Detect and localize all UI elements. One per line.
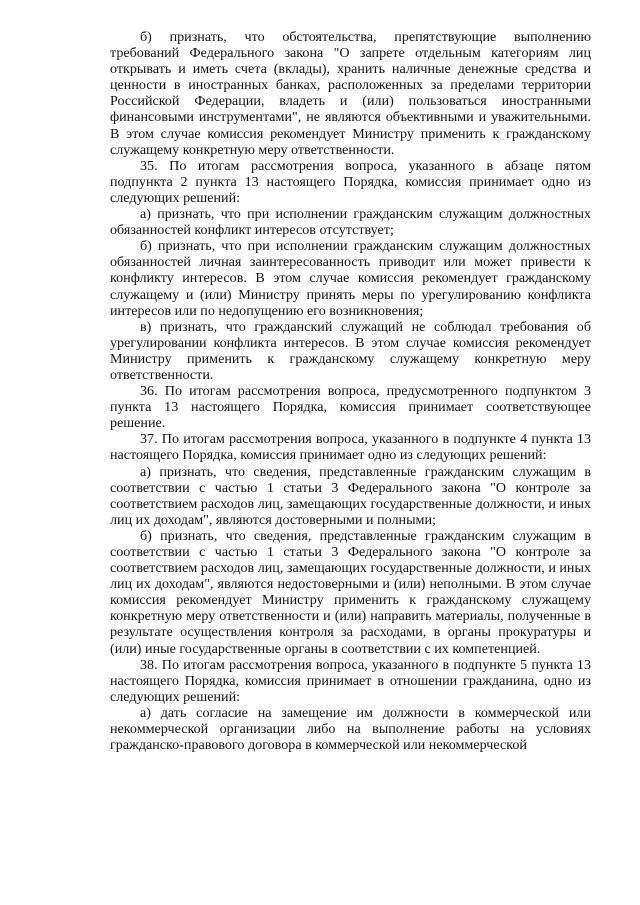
- paragraph-38: 38. По итогам рассмотрения вопроса, указанного в подпункте 5 пункта 13 настоящего Порядка, комиссия принимает в отношении гражданина, одно из следующих решений:: [110, 656, 591, 705]
- paragraph-37b: б) признать, что сведения, представленные гражданским служащим в соответствии с частью 1 статьи 3 Федерального закона "О контроле за соответствием расходов лиц, замещающих государственные должности, и иных лиц их доходам", являются недостоверными и (или) неполными. В этом случае комиссия рекомендует Министру применить к гражданскому служащему конкретную меру ответственности и (или) направить материалы, полученные в результате осуществления контроля за расходами, в органы прокуратуры и (или) иные государственные органы в соответствии с их компетенцией.: [110, 527, 591, 657]
- paragraph-34b: б) признать, что обстоятельства, препятствующие выполнению требований Федерального закона "О запрете отдельным категориям лиц открывать и иметь счета (вклады), хранить наличные денежные средства и ценности в иностранных банках, расположенных за пределами территории Российской Федерации, владеть и (или) пользоваться иностранными финансовыми инструментами", не являются объективными и уважительными. В этом случае комиссия рекомендует Министру применить к гражданскому служащему конкретную меру ответственности.: [110, 29, 591, 158]
- paragraph-35v: в) признать, что гражданский служащий не соблюдал требования об урегулировании конфликта интересов. В этом случае комиссия рекомендует Министру применить к гражданскому служащему конкретную меру ответственности.: [110, 318, 591, 383]
- paragraph-35: 35. По итогам рассмотрения вопроса, указанного в абзаце пятом подпункта 2 пункта 13 настоящего Порядка, комиссия принимает одно из следующих решений:: [110, 157, 591, 206]
- paragraph-36: 36. По итогам рассмотрения вопроса, предусмотренного подпунктом 3 пункта 13 настоящего Порядка, комиссия принимает соответствующее решение.: [110, 383, 591, 432]
- paragraph-35b: б) признать, что при исполнении гражданским служащим должностных обязанностей личная заинтересованность приводит или может привести к конфликту интересов. В этом случае комиссия рекомендует гражданскому служащему и (или) Министру принять меры по урегулированию конфликта интересов или по недопущению его возникновения;: [110, 238, 591, 319]
- paragraph-37: 37. По итогам рассмотрения вопроса, указанного в подпункте 4 пункта 13 настоящего Порядка, комиссия принимает одно из следующих решений:: [110, 431, 591, 464]
- paragraph-38a: а) дать согласие на замещение им должности в коммерческой или некоммерческой организации либо на выполнение работы на условиях гражданско-правового договора в коммерческой или некоммерческой: [110, 704, 591, 754]
- paragraph-37a: а) признать, что сведения, представленные гражданским служащим в соответствии с частью 1 статьи 3 Федерального закона "О контроле за соответствием расходов лиц, замещающих государственные должности, и иных лиц их доходам", являются достоверными и полными;: [110, 463, 591, 528]
- paragraph-35a: а) признать, что при исполнении гражданским служащим должностных обязанностей конфликт интересов отсутствует;: [110, 206, 591, 239]
- document-page: [110, 29, 591, 753]
